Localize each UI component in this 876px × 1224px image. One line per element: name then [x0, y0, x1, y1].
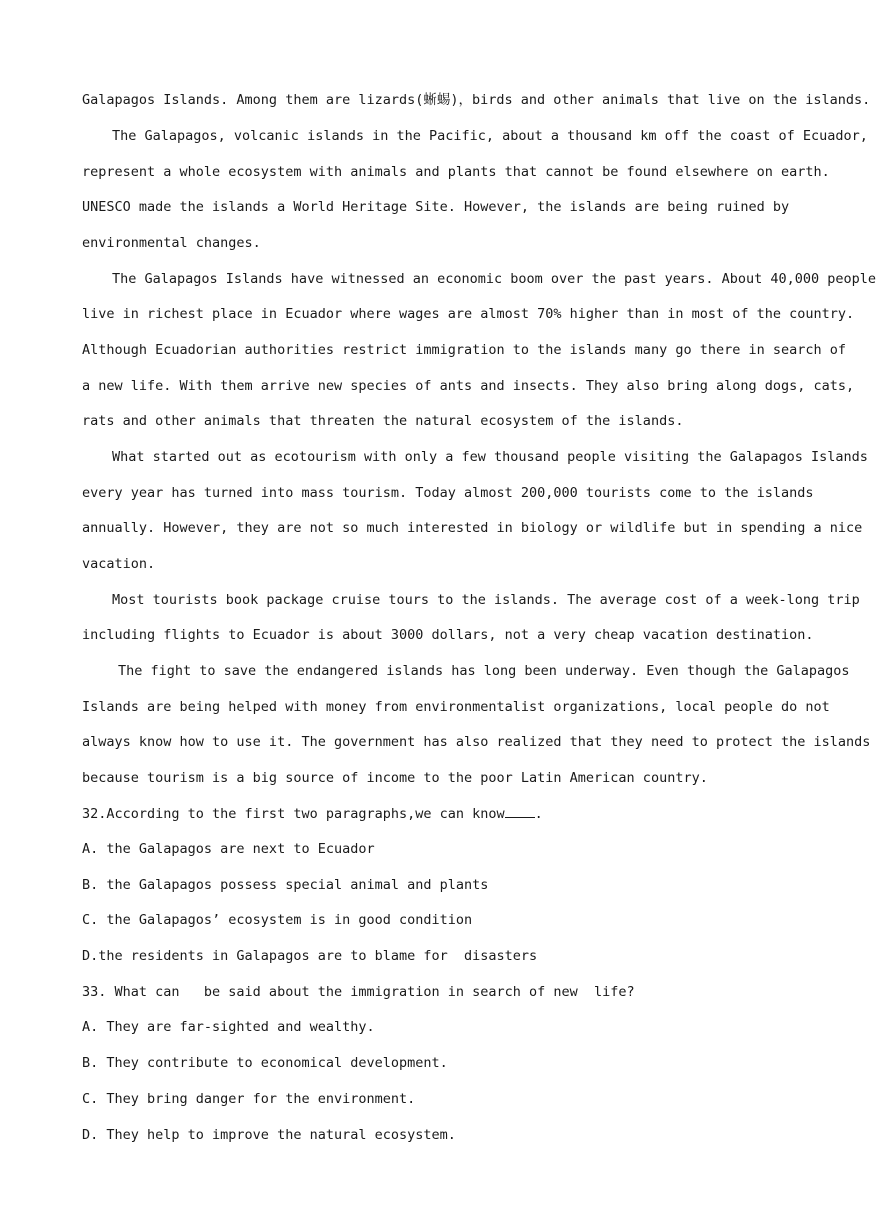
passage-line: including flights to Ecuador is about 3000 dollars, not a very cheap vacation destination. — [82, 627, 814, 643]
passage-line: a new life. With them arrive new species of ants and insects. They also bring along dogs, cats, — [82, 378, 855, 394]
passage-line: vacation. — [82, 556, 156, 572]
passage-line: represent a whole ecosystem with animals and plants that cannot be found elsewhere on earth. — [82, 164, 830, 180]
question-32-end: . — [534, 806, 543, 822]
question-33-option-c: C. They bring danger for the environment. — [82, 1091, 416, 1107]
passage-line: annually. However, they are not so much interested in biology or wildlife but in spending a nice — [82, 520, 863, 536]
passage-line: rats and other animals that threaten the natural ecosystem of the islands. — [82, 413, 684, 429]
passage-line: The fight to save the endangered islands has long been underway. Even though the Galapagos — [118, 663, 850, 679]
passage-line: The Galapagos, volcanic islands in the Pacific, about a thousand km off the coast of Ecuador, — [112, 128, 868, 144]
question-33-stem: 33. What can be said about the immigration in search of new life? — [82, 984, 635, 1000]
passage-line: What started out as ecotourism with only a few thousand people visiting the Galapagos Islands — [112, 449, 868, 465]
question-32-option-d: D.the residents in Galapagos are to blame for disasters — [82, 948, 538, 964]
passage-line: because tourism is a big source of income to the poor Latin American country. — [82, 770, 708, 786]
passage-line: always know how to use it. The government has also realized that they need to protect the islands — [82, 734, 871, 750]
passage-line: every year has turned into mass tourism. Today almost 200,000 tourists come to the islands — [82, 485, 814, 501]
passage-line: environmental changes. — [82, 235, 261, 251]
question-33-option-d: D. They help to improve the natural ecosystem. — [82, 1127, 456, 1143]
question-32-text: 32.According to the first two paragraphs,we can know — [82, 806, 505, 822]
passage-line: Islands are being helped with money from environmentalist organizations, local people do not — [82, 699, 830, 715]
passage-line: UNESCO made the islands a World Heritage Site. However, the islands are being ruined by — [82, 199, 790, 215]
passage-line: live in richest place in Ecuador where wages are almost 70% higher than in most of the country. — [82, 306, 855, 322]
question-32-option-a: A. the Galapagos are next to Ecuador — [82, 841, 375, 857]
passage-line: Most tourists book package cruise tours to the islands. The average cost of a week-long trip — [112, 592, 860, 608]
question-32-stem — [82, 803, 783, 825]
question-32-option-b: B. the Galapagos possess special animal and plants — [82, 877, 489, 893]
question-32-option-c: C. the Galapagos’ ecosystem is in good condition — [82, 912, 473, 928]
question-33-option-a: A. They are far-sighted and wealthy. — [82, 1019, 375, 1035]
passage-line: Galapagos Islands. Among them are lizards(蜥蜴)，birds and other animals that live on the islands. — [82, 92, 871, 108]
question-33-option-b: B. They contribute to economical development. — [82, 1055, 448, 1071]
passage-line: The Galapagos Islands have witnessed an economic boom over the past years. About 40,000 people — [112, 271, 876, 287]
passage-line: Although Ecuadorian authorities restrict immigration to the islands many go there in search of — [82, 342, 847, 358]
answer-blank — [505, 803, 535, 818]
